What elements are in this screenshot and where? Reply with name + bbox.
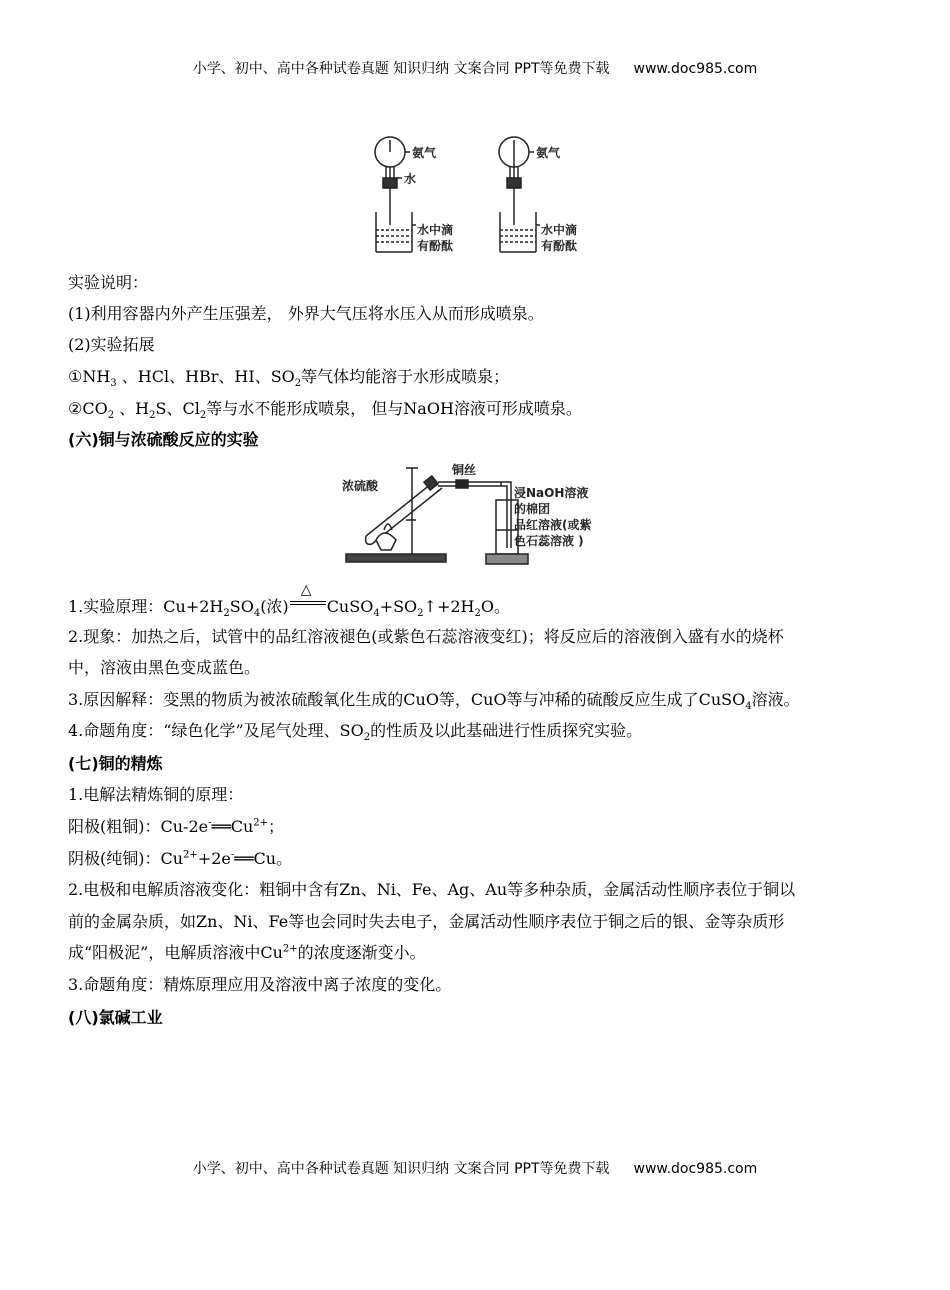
fig1-gas-label-a: 氨气 <box>412 146 437 160</box>
exp-note-1: (1)利用容器内外产生压强差， 外界大气压将水压入从而形成喷泉。 <box>68 304 544 323</box>
electrode-change-line-3: 成“阳极泥”，电解质溶液中$Cu^{2+}$的浓度逐渐变小。 <box>68 943 426 962</box>
section-7-heading: (七)铜的精炼 <box>68 754 163 773</box>
heating-condition-sign: △ <box>289 595 327 613</box>
fig2-label-3: 品红溶液(或紫 <box>514 518 592 532</box>
header-text: 小学、初中、高中各种试卷真题 知识归纳 文案合同 PPT等免费下载 <box>192 61 610 77</box>
refining-principle-heading: 1.电解法精炼铜的原理： <box>68 785 244 804</box>
electrode-change-line-1: 2.电极和电解质溶液变化：粗铜中含有Zn、Ni、Fe、Ag、Au等多种杂质，金属活动性顺序表位于铜以 <box>68 880 796 899</box>
fig1-gas-label-b: 氨气 <box>536 146 561 160</box>
fountain-apparatus-a <box>375 137 416 252</box>
anode-equation: 阳极(粗铜)：$Cu-2e^-══Cu^{2+}$； <box>68 817 285 836</box>
section-6-heading: (六)铜与浓硫酸反应的实验 <box>68 430 259 449</box>
fig1-beaker-label-b-1: 水中滴 <box>541 223 578 237</box>
cathode-equation: 阴极(纯铜)：$Cu^{2+}+2e^-══Cu$。 <box>68 849 293 868</box>
refining-exam-angle: 3.命题角度：精炼原理应用及溶液中离子浓度的变化。 <box>68 975 452 994</box>
copper-acid-apparatus-figure <box>336 460 616 570</box>
section-8-heading: (八)氯碱工业 <box>68 1008 163 1027</box>
phenomenon-line-2: 中，溶液由黑色变成蓝色。 <box>68 658 261 677</box>
fig1-beaker-label-b-2: 有酚酞 <box>541 239 578 253</box>
fig1-beaker-label-a-2: 有酚酞 <box>417 239 454 253</box>
footer-site-link[interactable]: www.doc985.com <box>633 1161 758 1177</box>
page-header <box>0 58 950 78</box>
exp-note-2a: $①NH_3$ 、HCl、HBr、HI、$SO_2$等气体均能溶于水形成喷泉； <box>68 367 510 390</box>
fig2-label-1: 浸NaOH溶液 <box>514 486 589 500</box>
phenomenon-line-1: 2.现象：加热之后，试管中的品红溶液褪色(或紫色石蕊溶液变红)；将反应后的溶液倒入盛有水的烧杯 <box>68 627 784 646</box>
exp-notes-heading: 实验说明： <box>68 273 149 292</box>
fig2-label-4: 色石蕊溶液 ) <box>514 534 584 548</box>
fig2-label-2: 的棉团 <box>514 502 551 516</box>
principle-equation: 1.实验原理：$Cu+2H_2SO_4$(浓) △ $CuSO_4+SO_2↑+2H_2O$。 <box>68 582 510 620</box>
page-footer <box>0 1158 950 1178</box>
exam-angle-line: 4.命题角度：“绿色化学”及尾气处理、$SO_2$的性质及以此基础进行性质探究实验。 <box>68 721 643 744</box>
fig1-beaker-label-a-1: 水中滴 <box>417 223 454 237</box>
electrode-change-line-2: 前的金属杂质，如Zn、Ni、Fe等也会同时失去电子，金属活动性顺序表位于铜之后的银、金等杂质形 <box>68 912 785 931</box>
footer-text: 小学、初中、高中各种试卷真题 知识归纳 文案合同 PPT等免费下载 <box>192 1161 610 1177</box>
fountain-apparatus-b <box>499 137 540 252</box>
exp-note-2-heading: (2)实验拓展 <box>68 335 155 354</box>
fig1-water-label: 水 <box>404 172 417 186</box>
fig2-acid-label: 浓硫酸 <box>342 479 379 493</box>
fountain-experiment-figure <box>368 130 588 260</box>
fig2-wire-label: 铜丝 <box>452 463 477 477</box>
header-site-link[interactable]: www.doc985.com <box>633 61 758 77</box>
explanation-line: 3.原因解释：变黑的物质为被浓硫酸氧化生成的CuO等，CuO等与冲稀的硫酸反应生成了CuSO$_4$溶液。 <box>68 690 800 713</box>
exp-note-2b: $②CO_2$ 、$H_2S$、$Cl_2$等与水不能形成喷泉， 但与NaOH溶液可形成喷泉。 <box>68 399 582 422</box>
